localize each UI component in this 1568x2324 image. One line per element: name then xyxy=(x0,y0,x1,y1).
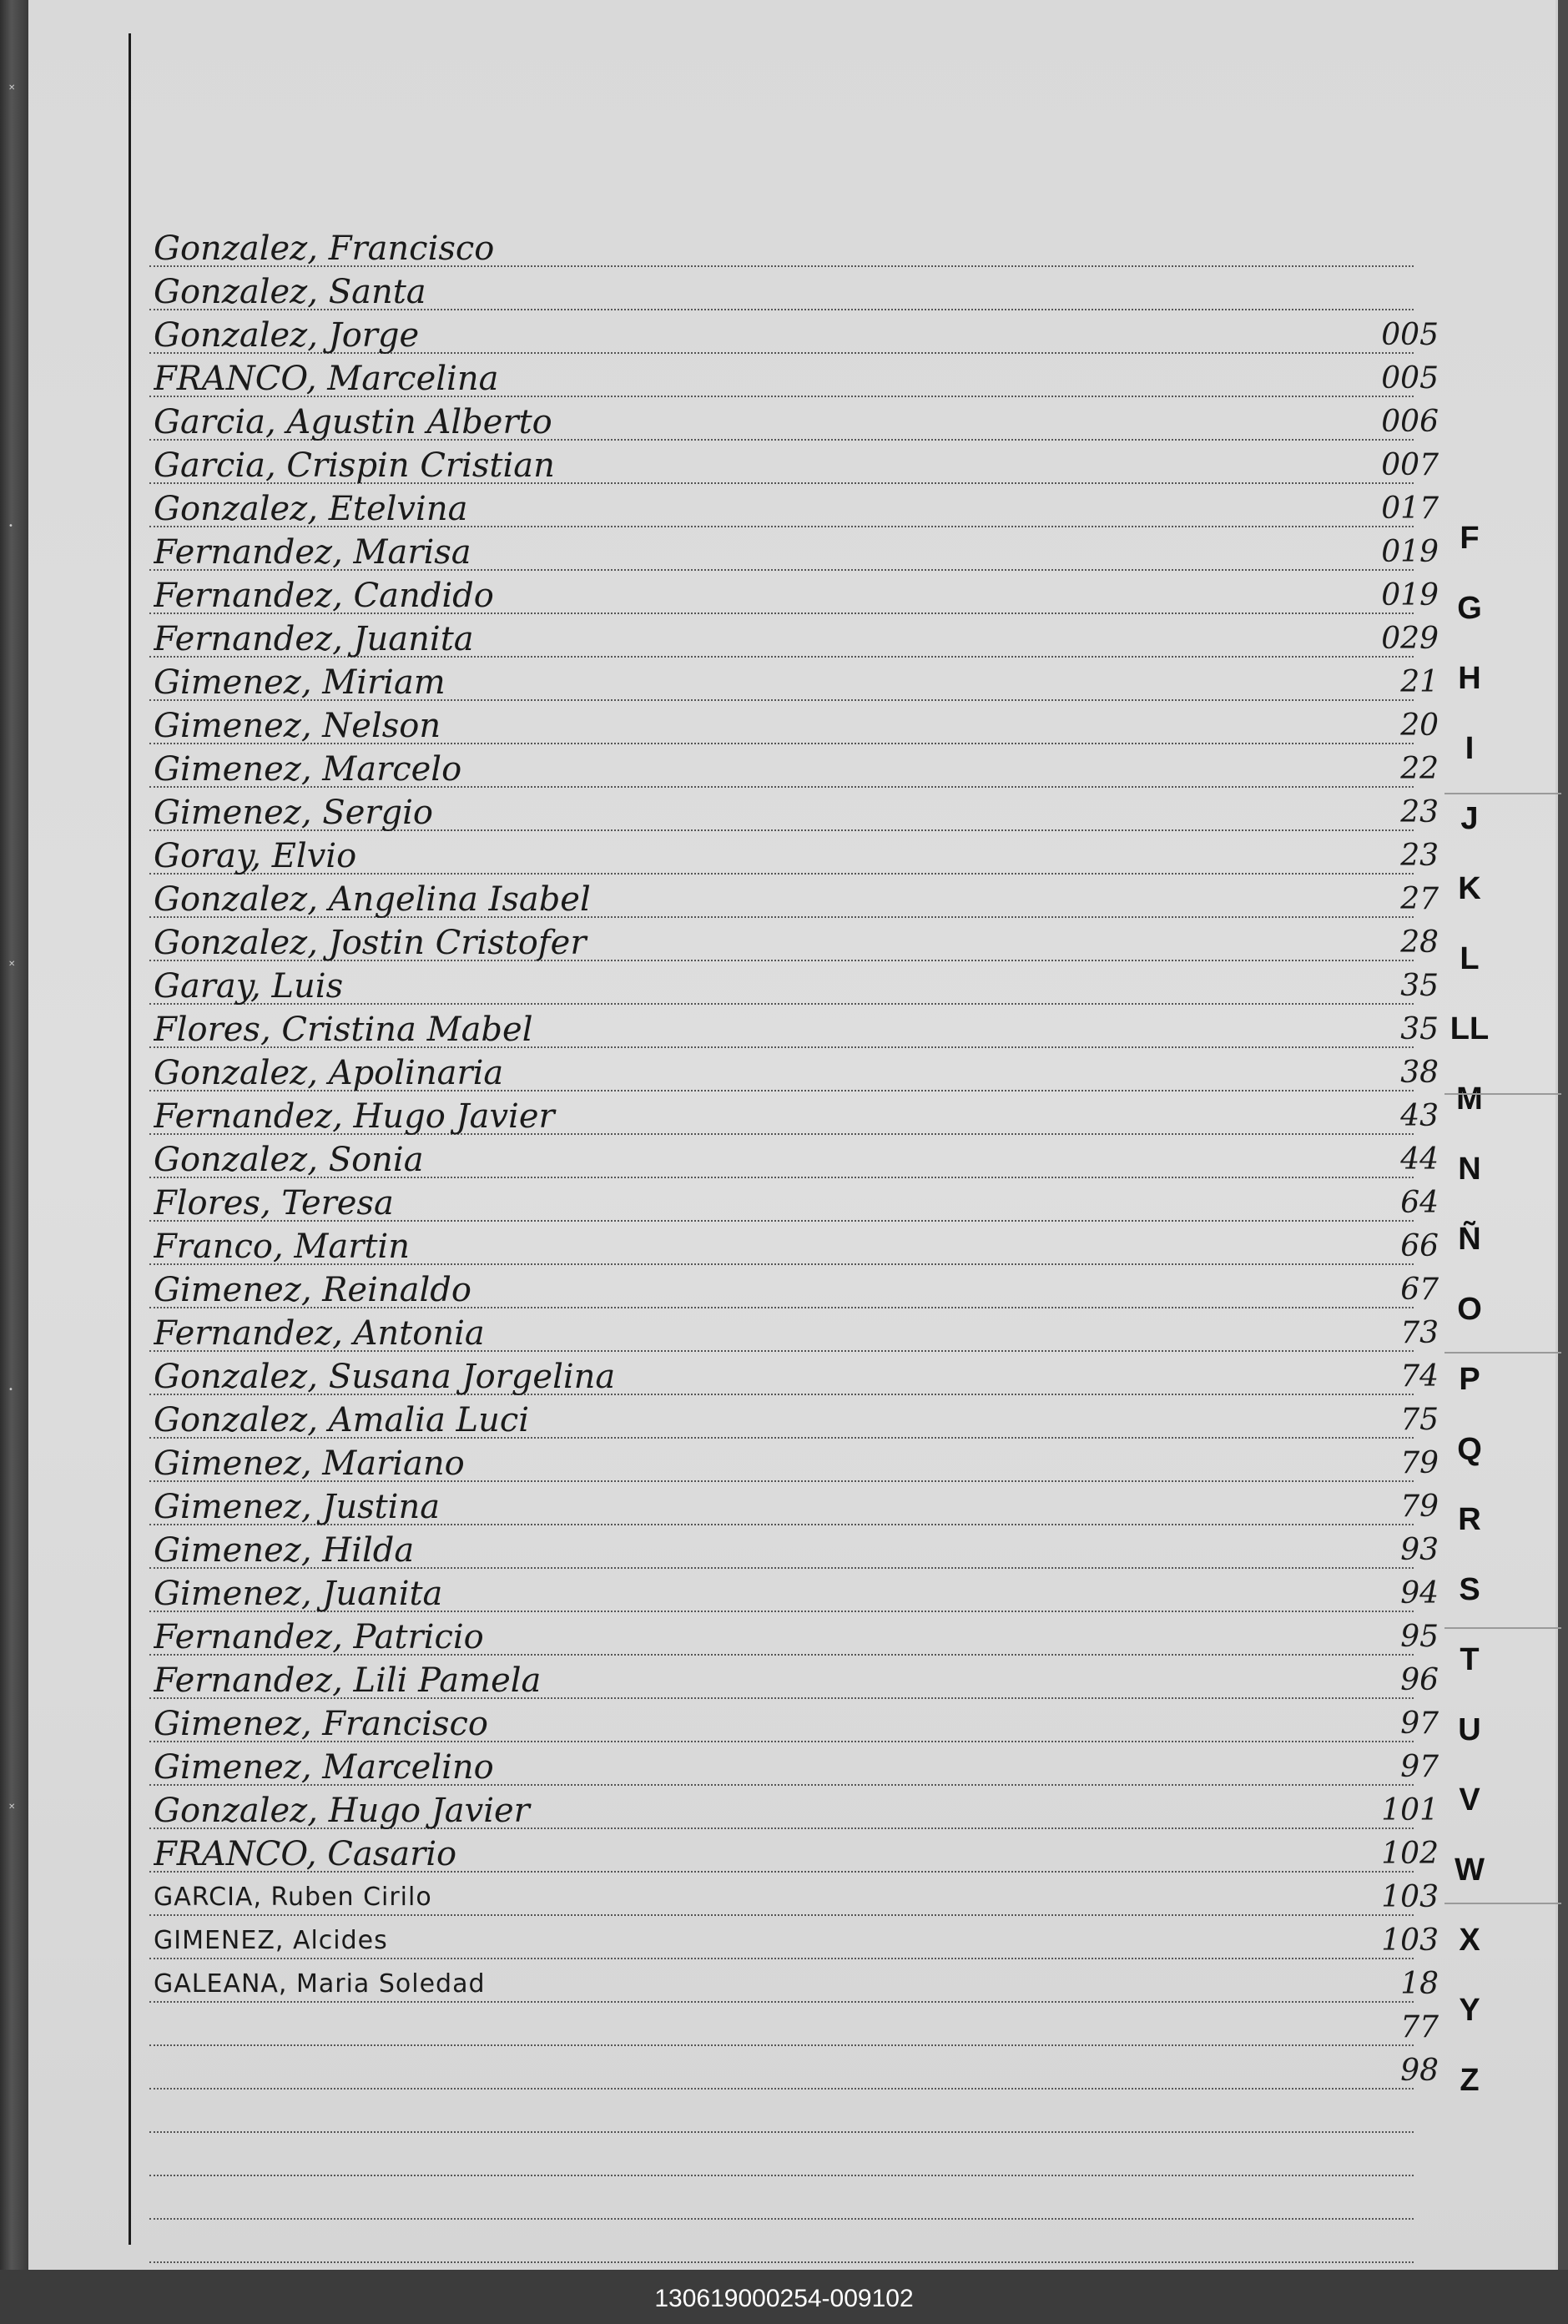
index-entry-name: Gimenez, Juanita xyxy=(154,1575,443,1613)
tab-letter: S xyxy=(1459,1572,1480,1607)
index-entry-name: Gonzalez, Santa xyxy=(154,273,426,311)
tab-letter: Z xyxy=(1460,2063,1480,2098)
index-entry-page: 005 xyxy=(1381,361,1439,396)
index-entry-name: Gimenez, Sergio xyxy=(154,794,433,832)
index-entry-page: 103 xyxy=(1381,1923,1439,1958)
tab-letter: Y xyxy=(1459,1993,1480,2028)
index-entry-name: Gimenez, Miriam xyxy=(154,663,446,702)
index-entry-name: Gimenez, Hilda xyxy=(154,1531,415,1570)
index-entry-page: 38 xyxy=(1400,1056,1439,1090)
index-entry-name: Gimenez, Marcelino xyxy=(154,1748,494,1787)
index-entry-name: GARCIA, Ruben Cirilo xyxy=(154,1883,432,1912)
index-entry-page: 017 xyxy=(1381,492,1439,526)
index-entry-name: Fernandez, Antonia xyxy=(154,1314,485,1353)
index-entry-name: Gimenez, Reinaldo xyxy=(154,1271,471,1309)
ruled-line xyxy=(149,2175,1414,2176)
index-entry-name: Flores, Teresa xyxy=(154,1184,394,1222)
index-entry-page: 77 xyxy=(1400,2010,1439,2044)
book-binding xyxy=(0,0,28,2324)
index-entry-page: 75 xyxy=(1400,1403,1439,1437)
tab-letter: T xyxy=(1460,1642,1480,1677)
index-entry-page: 005 xyxy=(1381,318,1439,352)
index-entry-page: 64 xyxy=(1400,1186,1439,1220)
tab-letter: J xyxy=(1460,801,1479,836)
index-entry-page: 20 xyxy=(1400,708,1439,743)
tab-letter: G xyxy=(1457,591,1482,626)
index-entry-name: Gonzalez, Sonia xyxy=(154,1141,424,1179)
binding-stitch-icon: • xyxy=(8,522,13,531)
tab-letter: L xyxy=(1460,941,1480,976)
document-id: 130619000254-009102 xyxy=(654,2285,914,2312)
index-entry-name: FRANCO, Marcelina xyxy=(154,360,499,398)
tab-letter: Ñ xyxy=(1458,1222,1481,1257)
tab-divider xyxy=(1444,1903,1561,1904)
binding-stitch-icon: ✕ xyxy=(8,83,16,93)
index-entry-page: 44 xyxy=(1400,1142,1439,1177)
index-entry-page: 019 xyxy=(1381,578,1439,613)
index-entry-name: Gonzalez, Jostin Cristofer xyxy=(154,924,587,962)
index-entry-name: Garay, Luis xyxy=(154,967,344,1006)
index-entry-name: Fernandez, Candido xyxy=(154,577,494,615)
index-entry-page: 98 xyxy=(1400,2054,1439,2088)
index-entry-page: 18 xyxy=(1400,1967,1439,2001)
index-entry-name: Gonzalez, Jorge xyxy=(154,316,420,355)
index-entry-page: 029 xyxy=(1381,622,1439,656)
index-entry-name: GIMENEZ, Alcides xyxy=(154,1926,388,1955)
index-entry-page: 102 xyxy=(1381,1837,1439,1871)
index-entry-page: 96 xyxy=(1400,1663,1439,1697)
index-entry-page: 97 xyxy=(1400,1706,1439,1741)
index-entry-name: Gimenez, Francisco xyxy=(154,1705,488,1743)
tab-divider xyxy=(1444,1627,1561,1629)
index-entry-name: Flores, Cristina Mabel xyxy=(154,1011,533,1049)
index-entry-name: Fernandez, Lili Pamela xyxy=(154,1661,542,1700)
tab-letter: O xyxy=(1457,1292,1482,1327)
index-entry-page: 35 xyxy=(1400,1012,1439,1046)
index-entry-name: Gonzalez, Etelvina xyxy=(154,490,468,528)
tab-divider xyxy=(1444,1352,1561,1354)
index-entry-name: Gimenez, Mariano xyxy=(154,1444,465,1483)
binding-stitch-icon: ✕ xyxy=(8,1802,16,1812)
binding-stitch-icon: ✕ xyxy=(8,960,16,969)
index-entry-page: 67 xyxy=(1400,1273,1439,1307)
tab-letter: Q xyxy=(1457,1432,1482,1467)
index-entry-name: Gonzalez, Apolinaria xyxy=(154,1054,504,1092)
ruled-line xyxy=(149,2131,1414,2133)
index-entry-page: 103 xyxy=(1381,1880,1439,1914)
index-entry-page: 79 xyxy=(1400,1446,1439,1480)
index-entry-name: Gimenez, Justina xyxy=(154,1488,441,1526)
tab-letter: M xyxy=(1456,1081,1483,1117)
index-entry-name: Gonzalez, Francisco xyxy=(154,229,495,268)
index-entry-name: Fernandez, Patricio xyxy=(154,1618,484,1656)
index-entry-page: 007 xyxy=(1381,448,1439,482)
ruled-line xyxy=(149,2088,1414,2090)
index-entry-page: 93 xyxy=(1400,1533,1439,1567)
index-entry-name: Fernandez, Juanita xyxy=(154,620,474,658)
index-entry-name: Fernandez, Hugo Javier xyxy=(154,1097,555,1136)
index-entry-name: Gimenez, Nelson xyxy=(154,707,441,745)
index-entry-page: 28 xyxy=(1400,925,1439,960)
index-entry-name: FRANCO, Casario xyxy=(154,1835,457,1873)
index-entry-page: 27 xyxy=(1400,882,1439,916)
index-entry-page: 23 xyxy=(1400,839,1439,873)
tab-letter: F xyxy=(1460,521,1480,556)
index-entry-page: 101 xyxy=(1381,1793,1439,1827)
tab-letter: H xyxy=(1458,661,1481,696)
tab-letter: I xyxy=(1465,731,1475,766)
tab-letter: LL xyxy=(1450,1011,1490,1046)
tab-letter: K xyxy=(1458,871,1481,906)
alphabet-index-tabs xyxy=(1444,0,1561,2270)
index-entry-name: Garcia, Agustin Alberto xyxy=(154,403,552,441)
index-entry-page: 43 xyxy=(1400,1099,1439,1133)
index-entry-page: 73 xyxy=(1400,1316,1439,1350)
index-entry-name: Gonzalez, Amalia Luci xyxy=(154,1401,530,1439)
tab-letter: X xyxy=(1459,1923,1480,1958)
index-entry-page: 74 xyxy=(1400,1359,1439,1394)
tab-letter: U xyxy=(1458,1712,1481,1747)
index-entry-page: 66 xyxy=(1400,1229,1439,1263)
ruled-line xyxy=(149,2044,1414,2046)
index-entry-page: 95 xyxy=(1400,1620,1439,1654)
index-entry-name: Gonzalez, Angelina Isabel xyxy=(154,880,591,919)
index-entry-page: 79 xyxy=(1400,1490,1439,1524)
index-entry-name: Gonzalez, Susana Jorgelina xyxy=(154,1358,616,1396)
binding-stitch-icon: • xyxy=(8,1385,13,1394)
tab-letter: V xyxy=(1459,1782,1480,1817)
index-entry-page: 006 xyxy=(1381,405,1439,439)
tab-letter: P xyxy=(1459,1362,1480,1397)
index-entry-page: 94 xyxy=(1400,1576,1439,1611)
tab-divider xyxy=(1444,1093,1561,1095)
index-entry-name: Garcia, Crispin Cristian xyxy=(154,446,555,485)
ruled-line xyxy=(149,2218,1414,2220)
index-entry-name: Franco, Martin xyxy=(154,1228,410,1266)
ledger-page xyxy=(28,0,1558,2270)
tab-letter: N xyxy=(1458,1152,1481,1187)
ruled-line xyxy=(149,2261,1414,2263)
index-entry-page: 35 xyxy=(1400,969,1439,1003)
index-entry-name: Gonzalez, Hugo Javier xyxy=(154,1792,530,1830)
index-entry-name: Goray, Elvio xyxy=(154,837,357,875)
index-entry-page: 019 xyxy=(1381,535,1439,569)
index-entry-name: Gimenez, Marcelo xyxy=(154,750,462,789)
tab-letter: R xyxy=(1458,1502,1481,1537)
index-entry-page: 22 xyxy=(1400,752,1439,786)
index-entry-name: GALEANA, Maria Soledad xyxy=(154,1969,486,1999)
tab-divider xyxy=(1444,793,1561,794)
index-entry-page: 97 xyxy=(1400,1750,1439,1784)
tab-letter: W xyxy=(1455,1853,1485,1888)
index-entry-name: Fernandez, Marisa xyxy=(154,533,471,572)
index-entry-page: 21 xyxy=(1400,665,1439,699)
index-entry-page: 23 xyxy=(1400,795,1439,829)
